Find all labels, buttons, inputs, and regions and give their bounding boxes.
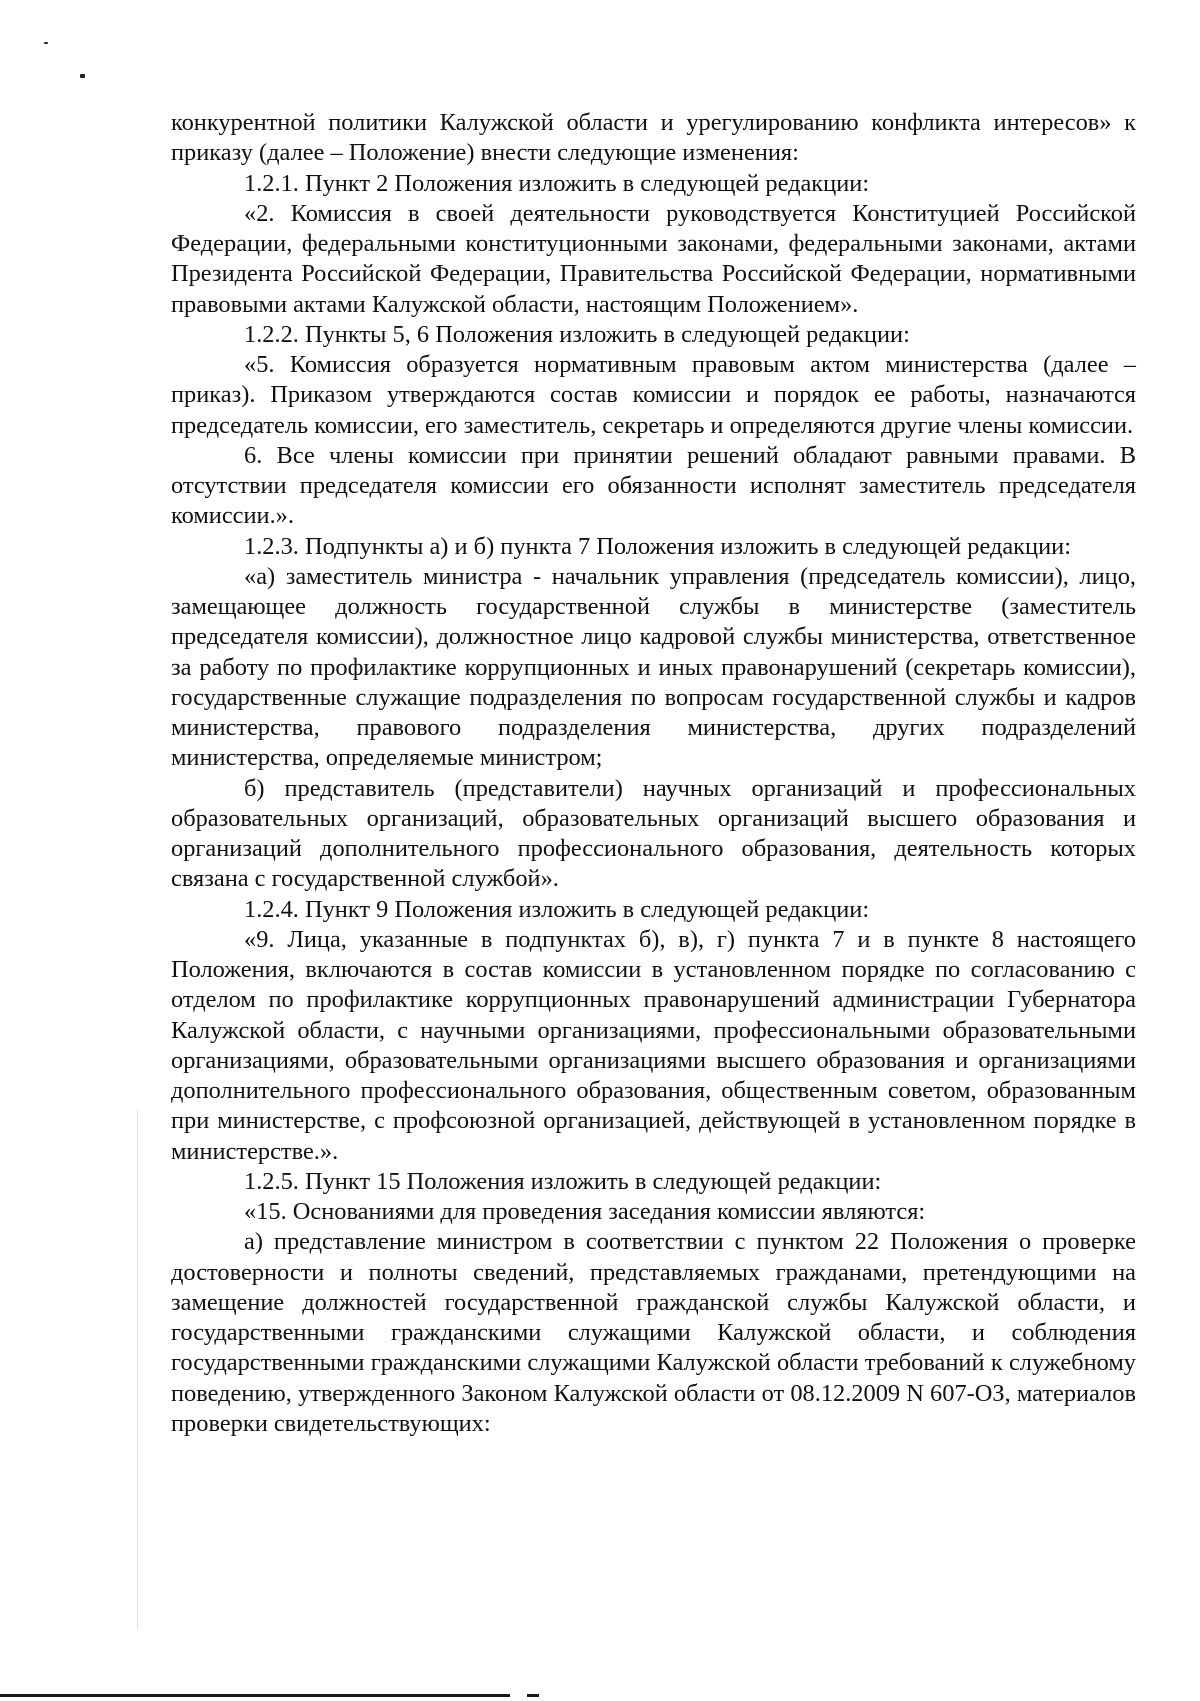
paragraph-subitem-a-15: а) представление министром в соответствии с пунктом 22 Положения о проверке достоверности и полноты сведений, представляемых гражданами, претендующими на замещение должностей государственной гражданской службы Калужской области, и государственными гражданскими служащими Калужской области, и соблюдения государственными гражданскими служащими Калужской области требований к служебному поведению, утвержденного Законом Калужской области от 08.12.2009 N 607-ОЗ, материалов проверки свидетельствующих: — [171, 1228, 1136, 1437]
paragraph-item-15: «15. Основаниями для проведения заседания комиссии являются: — [244, 1198, 926, 1225]
bottom-scan-rule — [0, 1694, 510, 1697]
scan-artifact-mark — [80, 74, 85, 78]
scan-edge-shadow — [137, 1110, 138, 1630]
paragraph-subitem-b: б) представитель (представители) научных организаций и профессиональных образовательных организаций, образовательных организаций высшего образования и организаций дополнительного профессионального образования, деятельность которых связана с государственной службой». — [171, 774, 1136, 893]
paragraph-1-2-2: 1.2.2. Пункты 5, 6 Положения изложить в следующей редакции: — [244, 320, 910, 348]
paragraph-item-2: «2. Комиссия в своей деятельности руководствуется Конституцией Российской Федерации, федеральными конституционными законами, федеральными законами, актами Президента Российской Федерации, Правительства Российской Федерации, нормативными правовыми актами Калужской области, настоящим Положением». — [171, 199, 1136, 318]
paragraph-1-2-1: 1.2.1. Пункт 2 Положения изложить в следующей редакции: — [244, 169, 870, 197]
document-body — [171, 108, 1136, 1439]
paragraph-item-5: «5. Комиссия образуется нормативным правовым актом министерства (далее – приказ). Приказом утверждаются состав комиссии и порядок ее работы, назначаются председатель комиссии, его заместитель, секретарь и определяются другие члены комиссии. — [171, 351, 1136, 439]
paragraph-subitem-a: «а) заместитель министра - начальник управления (председатель комиссии), лицо, замещающее должность государственной службы в министерстве (заместитель председателя комиссии), должностное лицо кадровой службы министерства, ответственное за работу по профилактике коррупционных и иных правонарушений (секретарь комиссии), государственные служащие подразделения по вопросам государственной службы и кадров министерства, правового подразделения министерства, других подразделений министерства, определяемые министром; — [171, 562, 1136, 772]
paragraph-continuation: конкурентной политики Калужской области и урегулированию конфликта интересов» к приказу (далее – Положение) внести следующие изменения: — [171, 109, 1136, 167]
paragraph-item-6: 6. Все члены комиссии при принятии решений обладают равными правами. В отсутствии председателя комиссии его обязанности исполнят заместитель председателя комиссии.». — [171, 441, 1136, 530]
paragraph-1-2-3: 1.2.3. Подпункты а) и б) пункта 7 Положения изложить в следующей редакции: — [244, 532, 1071, 560]
bottom-scan-rule-fragment — [527, 1694, 539, 1697]
scan-artifact-mark — [44, 42, 48, 44]
paragraph-item-9: «9. Лица, указанные в подпунктах б), в), г) пункта 7 и в пункте 8 настоящего Положения, включаются в состав комиссии в установленном порядке по согласованию с отделом по профилактике коррупционных правонарушений администрации Губернатора Калужской области, с научными организациями, профессиональными образовательными организациями, образовательными организациями высшего образования и организациями дополнительного профессионального образования, общественным советом, образованным при министерстве, с профсоюзной организацией, действующей в установленном порядке в министерстве.». — [171, 925, 1136, 1165]
paragraph-1-2-5: 1.2.5. Пункт 15 Положения изложить в следующей редакции: — [244, 1167, 882, 1195]
paragraph-1-2-4: 1.2.4. Пункт 9 Положения изложить в следующей редакции: — [244, 895, 870, 923]
